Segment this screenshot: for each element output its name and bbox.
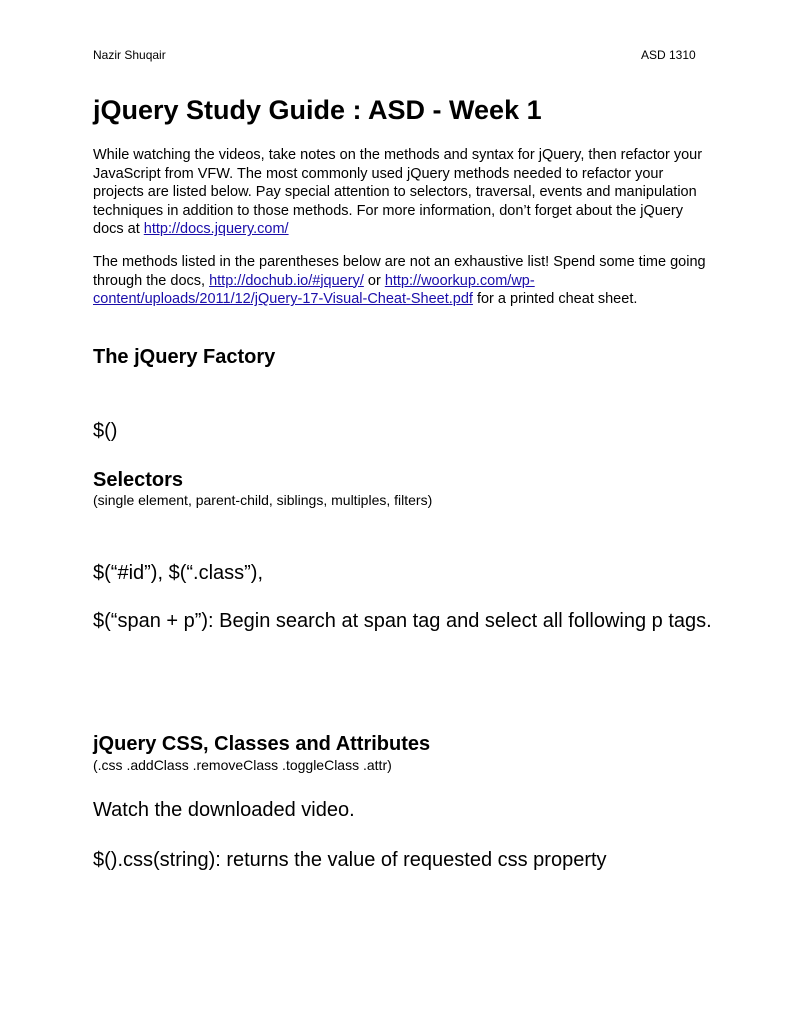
methods-note-paragraph <box>93 253 713 309</box>
cheat-sheet-link-text: http://woorkup.com/wp-content/uploads/2011/12/jQuery-17-Visual-Cheat-Sheet.pdf <box>93 272 535 308</box>
section-heading-factory: The jQuery Factory <box>93 346 276 368</box>
page-title: jQuery Study Guide : ASD - Week 1 <box>93 95 542 125</box>
css-note: Watch the downloaded video. <box>93 799 355 821</box>
section-heading-selectors: Selectors <box>93 469 184 491</box>
jquery-docs-link[interactable]: http://docs.jquery.com/ <box>143 221 289 238</box>
header-author: Nazir Shuqair <box>93 48 166 62</box>
intro-text: While watching the videos, take notes on the methods and syntax for jQuery, then refactor your JavaScript from VFW. The most commonly used jQuery methods needed to refactor your projects are listed below. Pay special attention to selectors, traversal, events and manipulation techniques in addition to those methods. For more information, don’t forget about the jQuery docs at <box>93 147 703 238</box>
css-subtitle: (.css .addClass .removeClass .toggleClass .attr) <box>93 757 392 773</box>
methods-note-text-middle: or <box>363 272 385 289</box>
dochub-link[interactable]: http://dochub.io/#jquery/ <box>209 272 364 289</box>
header-course: ASD 1310 <box>641 48 696 62</box>
css-example: $().css(string): returns the value of requested css property <box>93 849 607 871</box>
selectors-example-1: $(“#id”), $(“.class”), <box>93 562 264 584</box>
section-heading-css: jQuery CSS, Classes and Attributes <box>93 733 431 755</box>
intro-paragraph <box>93 146 713 239</box>
selectors-subtitle: (single element, parent-child, siblings, multiples, filters) <box>93 492 433 508</box>
methods-note-text-before: The methods listed in the parentheses below are not an exhaustive list! Spend some time going through the docs, <box>93 254 706 289</box>
selectors-example-2: $(“span + p”): Begin search at span tag and select all following p tags. <box>93 610 712 632</box>
factory-syntax: $() <box>93 420 118 442</box>
methods-note-text-after: for a printed cheat sheet. <box>472 291 638 308</box>
